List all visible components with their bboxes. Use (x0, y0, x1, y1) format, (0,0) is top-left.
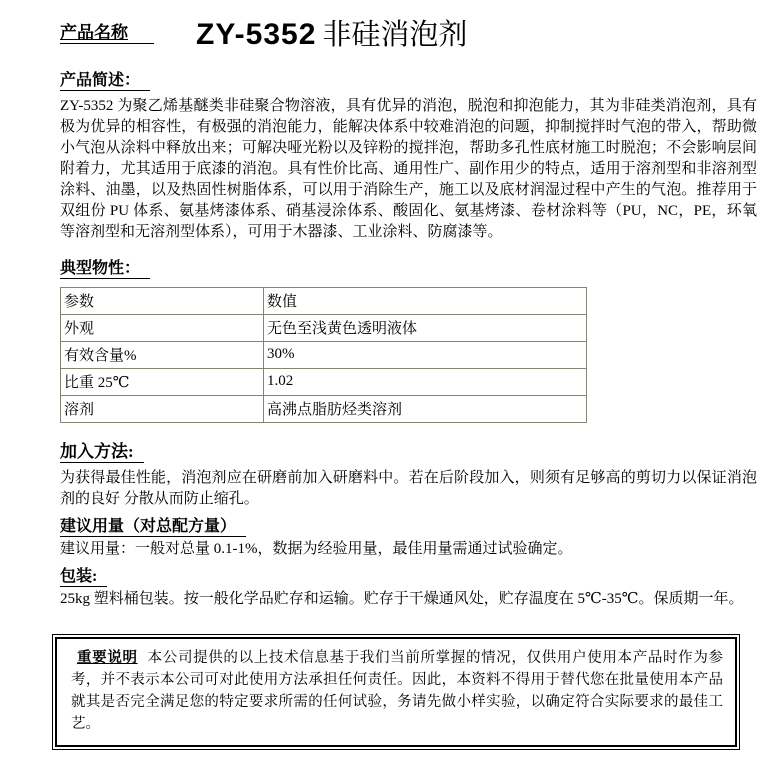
cell-param: 有效含量% (61, 342, 264, 369)
product-title-suffix: 非硅消泡剂 (322, 19, 468, 51)
product-name-label: 产品名称 (60, 18, 154, 44)
packaging-heading: 包装: (60, 563, 107, 587)
section-properties (60, 255, 757, 423)
dosage-heading: 建议用量（对总配方量） (60, 513, 246, 537)
cell-param: 溶剂 (61, 396, 264, 423)
title-row (60, 12, 757, 53)
cell-value: 无色至浅黄色透明液体 (264, 315, 587, 342)
method-body: 为获得最佳性能，消泡剂应在研磨前加入研磨料中。若在后阶段加入，则须有足够高的剪切力以保证消泡剂的良好 分散从而防止缩孔。 (60, 470, 757, 507)
header-cell-param: 参数 (61, 288, 264, 315)
cell-param: 比重 25℃ (61, 369, 264, 396)
cell-value: 30% (264, 342, 587, 369)
product-model: ZY-5352 (196, 18, 317, 51)
summary-heading: 产品简述： (60, 67, 150, 91)
summary-body: ZY-5352 为聚乙烯基醚类非硅聚合物溶液，具有优异的消泡，脱泡和抑泡能力，其为非硅类消泡剂，具有极为优异的相容性，有极强的消泡能力，能解决体系中较难消泡的问题，抑制搅拌时气泡的带入，帮助微小气泡从涂料中释放出来；可解决哑光粉以及锌粉的搅拌泡，帮助多孔性底材施工时脱泡；不会影响层间附着力，尤其适用于底漆的消泡。具有性价比高、通用性广、副作用少的特点，适用于溶剂型和非溶剂型涂料、油墨，以及热固性树脂体系，可以用于消除生产，施工以及底材润湿过程中产生的气泡。推荐用于双组份 PU 体系、氨基烤漆体系、硝基浸涂体系、酸固化、氨基烤漆、卷材涂料等（PU，NC，PE，环氧等溶剂型和无溶剂型体系），可用于木器漆、工业涂料、防腐漆等。 (60, 98, 757, 240)
packaging-body: 25kg 塑料桶包装。按一般化学品贮存和运输。贮存于干燥通风处，贮存温度在 5℃-35℃。保质期一年。 (60, 591, 744, 607)
table-row (61, 342, 587, 369)
table-row (61, 315, 587, 342)
section-dosage (60, 513, 757, 560)
header-cell-value: 数值 (264, 288, 587, 315)
important-notice-box (52, 634, 740, 750)
table-header-row (61, 288, 587, 315)
properties-heading: 典型物性： (60, 255, 150, 279)
section-method (60, 437, 757, 510)
cell-value: 高沸点脂肪烃类溶剂 (264, 396, 587, 423)
notice-body: 本公司提供的以上技术信息基于我们当前所掌握的情况，仅供用户使用本产品时作为参考，并不表示本公司可对此使用方法承担任何责任。因此，本资料不得用于替代您在批量使用本产品就其是否完全满足您的特定要求所需的任何试验，务请先做小样实验，以确定符合实际要求的最佳工艺。 (71, 650, 724, 732)
properties-table (60, 287, 587, 423)
dosage-body: 建议用量：一般对总量 0.1-1%，数据为经验用量，最佳用量需通过试验确定。 (60, 541, 573, 557)
important-notice-content (55, 637, 737, 747)
cell-value: 1.02 (264, 369, 587, 396)
method-heading: 加入方法: (60, 437, 144, 463)
table-row (61, 369, 587, 396)
notice-label: 重要说明 (77, 650, 138, 666)
cell-param: 外观 (61, 315, 264, 342)
section-packaging (60, 563, 757, 610)
table-row (61, 396, 587, 423)
section-summary (60, 67, 757, 243)
